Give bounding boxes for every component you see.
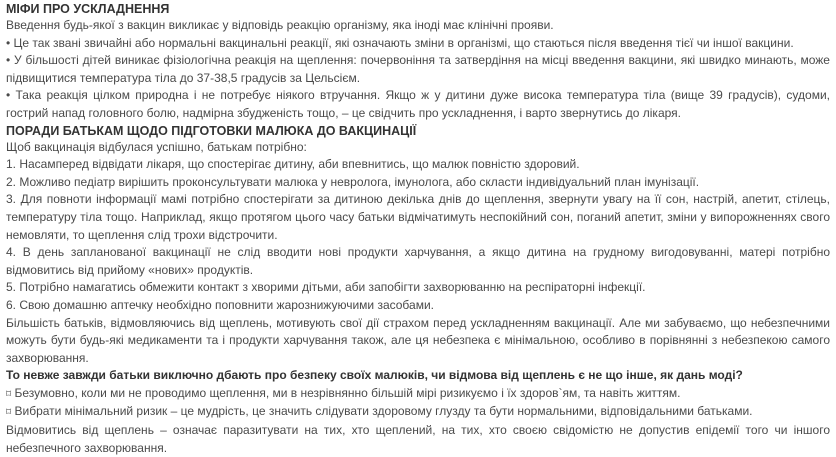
list-marker-icon: ⌑ [6, 388, 12, 400]
advice-paragraph: Більшість батьків, відмовляючись від щеплень, мотивують свої дії страхом перед ускладненням вакцинації. Але ми забуваємо, що небезпечними можуть бути будь-які медикаменти та і продукти харчування також, але ця небезпека є мінімальною, особливо в порівнянні з небезпекою самого захворювання. [6, 315, 830, 365]
question-item-text: Вибрати мінімальний ризик – це мудрість, це значить слідувати здоровому глузду та бути нормальними, відповідальними батьками. [14, 404, 753, 419]
advice-step: 2. Можливо педіатр вирішить проконсультувати малюка у невролога, імунолога, або скласти індивідуальний план імунізації. [6, 174, 700, 189]
closing-paragraph: Відмовитись від щеплень – означає паразитувати на тих, хто щеплений, на тих, хто своєю свідомістю не допустив епідемії того чи іншого небезпечного захворювання. [6, 423, 830, 455]
advice-step: 5. Потрібно намагатись обмежити контакт з хворими дітьми, аби запобігти захворюванню на респіраторні інфекції. [6, 280, 646, 295]
question-item [6, 385, 830, 404]
section-title-advice: ПОРАДИ БАТЬКАМ ЩОДО ПІДГОТОВКИ МАЛЮКА ДО ВАКЦИНАЦІЇ [6, 123, 417, 138]
list-marker-icon: ⌑ [6, 407, 12, 419]
myths-intro: Введення будь-якої з вакцин викликає у відповідь реакцію організму, яка іноді має клінічні прояви. [6, 18, 554, 32]
myths-bullet: • У більшості дітей виникає фізіологічна реакція на щеплення: почервоніння та затвердіння на місці введення вакцини, які швидко минають, може підвищитися температура тіла до 37-38,5 градусів за Цельсієм. [6, 52, 830, 87]
advice-step: 3. Для повноти інформації мамі потрібно спостерігати за дитиною декілька днів до щеплення, звернути увагу на її сон, настрій, апетит, стілець, температуру тіла тощо. Наприклад, якщо протягом цього часу батьки відмічатимуть неспокійний сон, поганий апетит, зміни у випорожненнях свого немовляти, то щеплення слід трохи відстрочити. [6, 192, 830, 242]
question-item-text: Безумовно, коли ми не проводимо щеплення, ми в незрівнянно більшій мірі ризикуємо і їх здоров`ям, та навіть життям. [14, 385, 681, 400]
myths-bullet: • Це так звані звичайні або нормальні вакцинальні реакції, які означають зміни в організмі, що стаються після введення тієї чи іншої вакцини. [6, 35, 830, 53]
question-item [6, 403, 830, 422]
advice-step: 4. В день запланованої вакцинації не слід вводити нові продукти харчування, а якщо дитина на грудному вигодовуванні, матері потрібно відмовитись від прийому «нових» продуктів. [6, 245, 830, 277]
advice-intro: Щоб вакцинація відбулася успішно, батькам потрібно: [6, 139, 307, 154]
section-title-myths: МІФИ ПРО УСКЛАДНЕННЯ [6, 2, 170, 16]
myths-bullet: • Така реакція цілком природна і не потребує ніякого втручання. Якщо ж у дитини дуже висока температура тіла (вище 39 градусів), судоми, гострий напад головного болю, надмірна збудженість тощо, – це свідчить про ускладнення, і варто звернутись до лікаря. [6, 87, 830, 122]
advice-step: 6. Свою домашню аптечку необхідно поповнити жарознижуючими засобами. [6, 297, 434, 312]
question-heading: То невже завжди батьки виключно дбають про безпеку своїх малюків, чи відмова від щеплень є не що інше, як дань моді? [6, 368, 743, 383]
advice-step: 1. Насамперед відвідати лікаря, що спостерігає дитину, аби впевнитись, що малюк повністю здоровий. [6, 157, 580, 172]
